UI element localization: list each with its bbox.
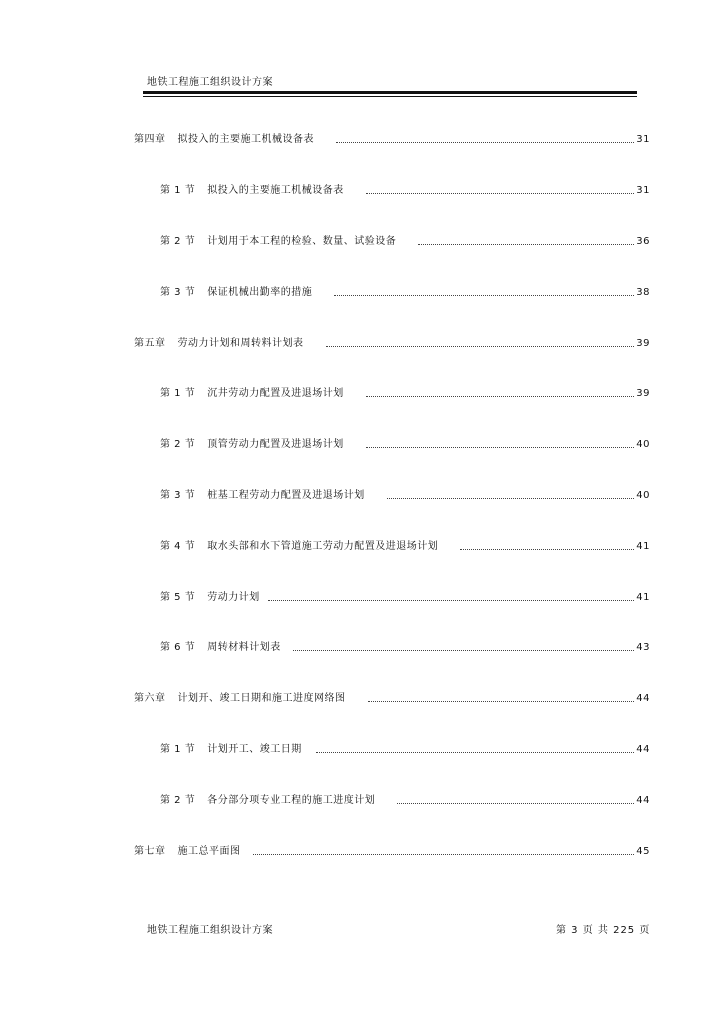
toc-section-4-3[interactable] <box>160 284 650 298</box>
toc-number: 第 2 节 <box>160 439 196 450</box>
toc-section-4-1[interactable] <box>160 182 650 196</box>
toc-leader <box>334 295 634 296</box>
toc-title: 计划开工、竣工日期 <box>207 744 302 755</box>
toc-section-6-1[interactable] <box>160 741 650 755</box>
toc-chapter-5[interactable] <box>134 335 650 349</box>
toc-title: 各分部分项专业工程的施工进度计划 <box>207 795 376 806</box>
toc-number: 第 5 节 <box>160 592 196 603</box>
toc-page: 41 <box>636 541 650 552</box>
toc-title: 拟投入的主要施工机械设备表 <box>177 134 314 145</box>
toc-chapter-4[interactable] <box>134 131 650 145</box>
toc-section-4-2[interactable] <box>160 233 650 247</box>
toc-number: 第 3 节 <box>160 287 196 298</box>
toc-section-5-3[interactable] <box>160 487 650 501</box>
toc-number: 第 1 节 <box>160 744 196 755</box>
toc-title: 劳动力计划 <box>207 592 260 603</box>
toc-title: 取水头部和水下管道施工劳动力配置及进退场计划 <box>207 541 439 552</box>
toc-section-5-4[interactable] <box>160 538 650 552</box>
footer-page-number: 第 3 页 共 225 页 <box>556 925 651 936</box>
toc-number: 第六章 <box>134 693 166 704</box>
toc-page: 31 <box>636 134 650 145</box>
toc-number: 第 4 节 <box>160 541 196 552</box>
toc-section-5-6[interactable] <box>160 639 650 653</box>
toc-page: 41 <box>636 592 650 603</box>
toc-leader <box>268 600 635 601</box>
toc-page: 39 <box>636 388 650 399</box>
toc-number: 第 6 节 <box>160 642 196 653</box>
toc-page: 40 <box>636 439 650 450</box>
toc-page: 38 <box>636 287 650 298</box>
footer-title: 地铁工程施工组织设计方案 <box>147 925 273 936</box>
toc-leader <box>418 244 634 245</box>
toc-leader <box>253 854 635 855</box>
toc-page: 44 <box>636 795 650 806</box>
toc-title: 计划开、竣工日期和施工进度网络图 <box>177 693 346 704</box>
toc-page: 36 <box>636 236 650 247</box>
toc-leader <box>293 650 635 651</box>
toc-number: 第四章 <box>134 134 166 145</box>
toc-title: 施工总平面图 <box>177 846 241 857</box>
toc-title: 顶管劳动力配置及进退场计划 <box>207 439 344 450</box>
toc-leader <box>326 346 635 347</box>
toc-title: 计划用于本工程的检验、数量、试验设备 <box>207 236 397 247</box>
toc-chapter-7[interactable] <box>134 843 650 857</box>
toc-chapter-6[interactable] <box>134 690 650 704</box>
toc-page: 44 <box>636 744 650 755</box>
toc-title: 拟投入的主要施工机械设备表 <box>207 185 344 196</box>
toc-title: 周转材料计划表 <box>207 642 281 653</box>
toc-page: 39 <box>636 338 650 349</box>
toc-leader <box>368 701 635 702</box>
toc-section-5-2[interactable] <box>160 436 650 450</box>
toc-section-6-2[interactable] <box>160 792 650 806</box>
toc-section-5-5[interactable] <box>160 589 650 603</box>
toc-title: 劳动力计划和周转料计划表 <box>177 338 304 349</box>
toc-number: 第七章 <box>134 846 166 857</box>
toc-title: 桩基工程劳动力配置及进退场计划 <box>207 490 365 501</box>
toc-title: 保证机械出勤率的措施 <box>207 287 313 298</box>
toc-number: 第五章 <box>134 338 166 349</box>
toc-page: 31 <box>636 185 650 196</box>
toc-page: 44 <box>636 693 650 704</box>
toc-page: 45 <box>636 846 650 857</box>
toc-leader <box>366 447 635 448</box>
toc-leader <box>460 549 634 550</box>
header-title: 地铁工程施工组织设计方案 <box>147 77 273 88</box>
toc-page: 40 <box>636 490 650 501</box>
toc-section-5-1[interactable] <box>160 385 650 399</box>
toc-number: 第 1 节 <box>160 388 196 399</box>
header-rule-thin <box>143 96 637 97</box>
toc-number: 第 1 节 <box>160 185 196 196</box>
toc-number: 第 2 节 <box>160 795 196 806</box>
toc-number: 第 2 节 <box>160 236 196 247</box>
toc-number: 第 3 节 <box>160 490 196 501</box>
toc-leader <box>397 803 634 804</box>
toc-leader <box>387 498 635 499</box>
toc-page: 43 <box>636 642 650 653</box>
toc-leader <box>336 142 634 143</box>
header-rule-thick <box>143 91 637 94</box>
toc-leader <box>366 193 635 194</box>
toc-leader <box>316 752 635 753</box>
toc-leader <box>366 396 635 397</box>
toc-title: 沉井劳动力配置及进退场计划 <box>207 388 344 399</box>
